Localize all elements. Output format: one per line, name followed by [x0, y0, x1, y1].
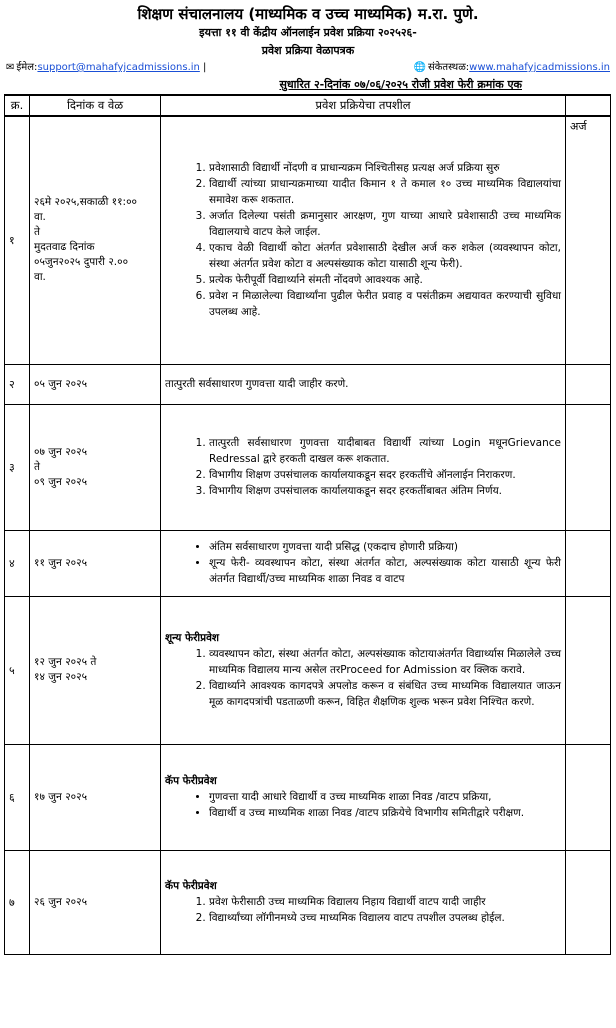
globe-icon: 🌐: [413, 62, 426, 73]
header-extra: [566, 95, 611, 116]
row-extra: [566, 850, 611, 954]
row-detail: [161, 596, 566, 744]
row-title: कॅप फेरीप्रवेश: [165, 775, 217, 787]
date-line: वा.: [34, 211, 46, 224]
date-line: १२ जुन २०२५ ते: [34, 656, 97, 668]
row-extra: [566, 744, 611, 850]
row-date: [30, 596, 161, 744]
table-row: [5, 850, 611, 954]
row-extra: [566, 404, 611, 530]
row-extra: अर्ज: [566, 116, 611, 364]
envelope-icon: ✉: [6, 62, 15, 73]
contact-bar: [0, 60, 616, 76]
header-serial: क्र.: [5, 95, 30, 116]
row-number: ६: [5, 744, 30, 850]
list-item: 6. प्रवेश न मिळालेल्या विद्यार्थ्यांना पुढील फेरीत प्रवाह व पसंतीक्रम अद्ययावत करण्याची सुविधा उपलब्ध आहे.: [209, 288, 561, 320]
date-line: २६ जुन २०२५: [34, 895, 88, 908]
row-title: शून्य फेरीप्रवेश: [165, 632, 220, 644]
header-date-time: दिनांक व वेळ: [30, 95, 161, 116]
table-row: [5, 530, 611, 596]
row-number: ४: [5, 530, 30, 596]
date-line: २६मे २०२५,सकाळी ११:००: [34, 196, 138, 209]
row-date: [30, 116, 161, 364]
row-detail: [161, 404, 566, 530]
row-date: [30, 744, 161, 850]
list-item: 4. एकाच वेळी विद्यार्थी कोटा अंतर्गत प्रवेशासाठी देखील अर्ज करु शकेल (व्यवस्थापन कोटा, संस्था अंतर्गत प्रवेश कोटा व अल्पसंख्याक कोटा यासाठी शून्य फेरी).: [209, 240, 561, 272]
table-row: [5, 404, 611, 530]
table-row: [5, 116, 611, 364]
list-item: 2. विद्यार्थ्याने आवश्यक कागदपत्रे अपलोड करून व संबंधित उच्च माध्यमिक विद्यालयात जाऊन मूळ कागदपत्रांची पडताळणी करून, विहित शैक्षणिक शुल्क भरून प्रवेश निश्चित करणे.: [209, 678, 561, 710]
date-line: ०५ जुन २०२५: [34, 377, 88, 390]
bullet-item: • विद्यार्थी व उच्च माध्यमिक शाळा निवड /वाटप प्रक्रियेचे विभागीय समितीद्वारे परीक्षण.: [209, 805, 561, 821]
bullet-item: • गुणवत्ता यादी आधारे विद्यार्थी व उच्च माध्यमिक शाळा निवड /वाटप प्रक्रिया,: [209, 789, 561, 805]
list-item: 1. प्रवेशासाठी विद्यार्थी नोंदणी व प्राधान्यक्रम निश्चितीसह प्रत्यक्ष अर्ज प्रक्रिया सुरु: [209, 160, 561, 176]
detail-text: तात्पुरती सर्वसाधारण गुणवत्ता यादी जाहीर करणे.: [165, 378, 349, 390]
date-line: ते: [34, 226, 40, 239]
row-extra: [566, 596, 611, 744]
date-line: ०५जुन२०२५ दुपारी २.००: [34, 256, 129, 269]
row-detail: [161, 364, 566, 404]
table-row: [5, 596, 611, 744]
list-item: 1. व्यवस्थापन कोटा, संस्था अंतर्गत कोटा, अल्पसंख्याक कोटायाअंतर्गत विद्यार्थ्यास मिळालेले उच्च माध्यमिक विद्यालय मान्य असेल तरProceed for Admission वर क्लिक करावे.: [209, 646, 561, 678]
date-line: ते: [34, 460, 40, 473]
page-subtitle: इयत्ता ११ वी केंद्रीय ऑनलाईन प्रवेश प्रक्रिया २०२५२६-: [199, 26, 417, 39]
row-detail: [161, 850, 566, 954]
table-row: [5, 364, 611, 404]
date-line: ०७ जुन २०२५: [34, 445, 88, 458]
website-block: [414, 60, 610, 76]
page-header: [0, 4, 616, 94]
revision-note: सुधारित २-दिनांक ०७/०६/२०२५ रोजी प्रवेश फेरी क्रमांक एक: [279, 78, 522, 91]
website-link[interactable]: www.mahafyjcadmissions.in: [469, 62, 610, 73]
email-label: ईमेल:: [16, 62, 38, 73]
list-item: 2. विभागीय शिक्षण उपसंचालक कार्यालयाकडून सदर हरकतींचे ऑनलाईन निराकरण.: [209, 467, 561, 483]
row-date: [30, 364, 161, 404]
date-line: मुदतवाढ दिनांक: [34, 241, 95, 254]
date-line: १४ जुन २०२५: [34, 671, 88, 683]
bullet-item: • शून्य फेरी- व्यवस्थापन कोटा, संस्था अंतर्गत कोटा, अल्पसंख्याक कोटा यासाठी शून्य फेरी अंतर्गत विद्यार्थी/उच्च माध्यमिक शाळा निवड व वाटप: [209, 555, 561, 587]
list-item: 2. विद्यार्थ्यांच्या लॉगीनमध्ये उच्च माध्यमिक विद्यालय वाटप तपशील उपलब्ध होईल.: [209, 910, 561, 926]
table-header-row: [5, 95, 611, 116]
list-item: 3. अर्जात दिलेल्या पसंती क्रमानुसार आरक्षण, गुण याच्या आधारे प्रवेशासाठी उच्च माध्यमिक विद्यालयाचे वाटप केले जाईल.: [209, 208, 561, 240]
list-item: 2. विद्यार्थी त्यांच्या प्राधान्यक्रमाच्या यादीत किमान १ ते कमाल १० उच्च माध्यमिक विद्यालयांचा समावेश करू शकतात.: [209, 176, 561, 208]
row-number: ७: [5, 850, 30, 954]
row-detail: [161, 744, 566, 850]
date-line: ०९ जुन २०२५: [34, 475, 88, 488]
list-item: 3. विभागीय शिक्षण उपसंचालक कार्यालयाकडून सदर हरकतींबाबत अंतिम निर्णय.: [209, 483, 561, 499]
row-detail: [161, 530, 566, 596]
website-label: संकेतस्थळ:: [427, 62, 470, 73]
page-title: शिक्षण संचालनालय (माध्यमिक व उच्च माध्यमिक) म.रा. पुणे.: [137, 5, 479, 23]
row-date: [30, 850, 161, 954]
date-line: वा.: [34, 271, 46, 284]
row-title: कॅप फेरीप्रवेश: [165, 880, 217, 892]
list-item: 5. प्रत्येक फेरीपूर्वी विद्यार्थ्याने संमती नोंदवणे आवश्यक आहे.: [209, 272, 561, 288]
bullet-item: • अंतिम सर्वसाधारण गुणवत्ता यादी प्रसिद्ध (एकदाच होणारी प्रक्रिया): [209, 539, 561, 555]
date-line: ११ जुन २०२५: [34, 556, 88, 569]
row-date: [30, 404, 161, 530]
row-extra: [566, 530, 611, 596]
row-date: [30, 530, 161, 596]
schedule-title: प्रवेश प्रक्रिया वेळापत्रक: [261, 44, 355, 57]
row-extra: [566, 364, 611, 404]
row-number: १: [5, 116, 30, 364]
email-block: ✉ ईमेल:support@mahafyjcadmissions.in |: [6, 62, 207, 73]
row-number: २: [5, 364, 30, 404]
list-item: 1. तात्पुरती सर्वसाधारण गुणवत्ता यादीबाबत विद्यार्थी त्यांच्या Login मधूनGrievance Redressal द्वारे हरकती दाखल करू शकतात.: [209, 435, 561, 467]
row-detail: [161, 116, 566, 364]
email-link[interactable]: support@mahafyjcadmissions.in: [37, 62, 200, 73]
list-item: 1. प्रवेश फेरीसाठी उच्च माध्यमिक विद्यालय निहाय विद्यार्थी वाटप यादी जाहीर: [209, 894, 561, 910]
date-line: १७ जुन २०२५: [34, 790, 88, 803]
row-number: ५: [5, 596, 30, 744]
schedule-table: [4, 94, 611, 955]
table-row: [5, 744, 611, 850]
header-process-detail: प्रवेश प्रक्रियेचा तपशील: [161, 95, 566, 116]
row-number: ३: [5, 404, 30, 530]
